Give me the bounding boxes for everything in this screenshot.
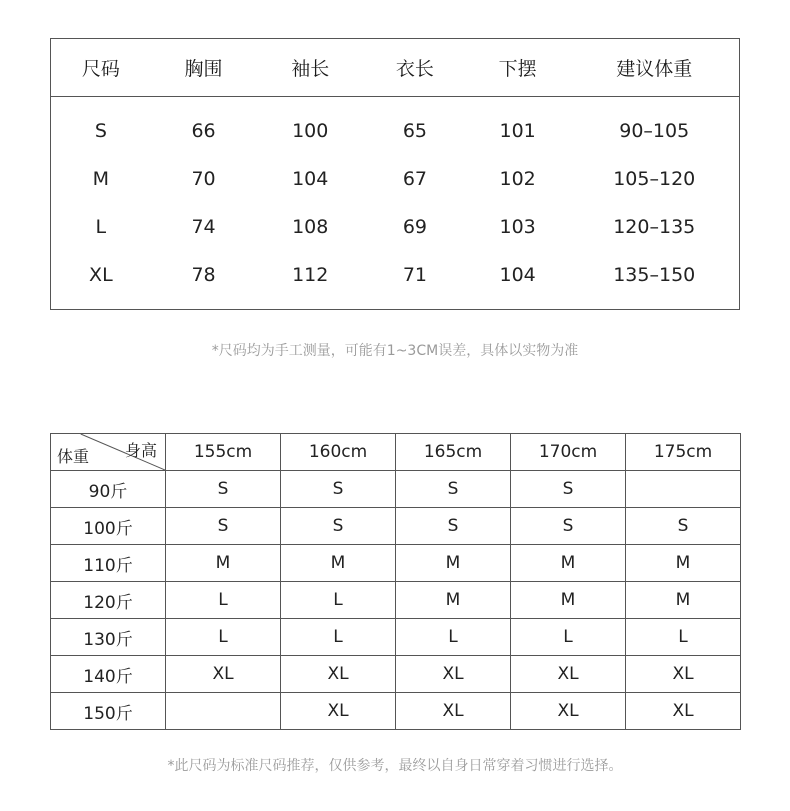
chest-cell: 74: [191, 216, 216, 238]
size-cell: [626, 471, 741, 508]
chest-cell: 78: [191, 264, 216, 286]
size-cell: XL: [396, 656, 511, 693]
size-recommendation-table: [50, 433, 741, 730]
header-sleeve: 袖长: [291, 58, 330, 80]
size-cell: L: [396, 619, 511, 656]
size-cell: XL: [511, 693, 626, 730]
weight-label: 110斤: [51, 545, 166, 582]
sleeve-cell: 100: [292, 120, 329, 142]
size-cell: S: [396, 508, 511, 545]
size-cell: S: [511, 508, 626, 545]
weight-cell: 105–120: [613, 168, 696, 190]
table-row: [51, 582, 741, 619]
size-cell: M: [626, 582, 741, 619]
table-row: [51, 693, 741, 730]
size-cell: S: [166, 508, 281, 545]
size-cell: L: [626, 619, 741, 656]
size-cell: S: [281, 508, 396, 545]
size-table-header: [51, 39, 739, 97]
table-row: [51, 471, 741, 508]
table-row: [51, 107, 739, 155]
size-measurement-table: [50, 38, 740, 310]
header-weight: 建议体重: [616, 58, 693, 80]
size-cell: S: [166, 471, 281, 508]
weight-label: 100斤: [51, 508, 166, 545]
size-cell: M: [511, 545, 626, 582]
weight-label: 140斤: [51, 656, 166, 693]
weight-cell: 90–105: [619, 120, 690, 142]
size-cell: M: [511, 582, 626, 619]
hem-cell: 102: [499, 168, 536, 190]
height-header: 160cm: [281, 434, 396, 471]
hem-cell: 104: [499, 264, 536, 286]
size-cell: L: [281, 619, 396, 656]
measurement-note: *尺码均为手工测量，可能有1~3CM误差，具体以实物为准: [211, 343, 579, 359]
header-length: 衣长: [395, 58, 434, 80]
recommendation-note: *此尺码为标准尺码推荐，仅供参考，最终以自身日常穿着习惯进行选择。: [167, 758, 623, 774]
size-cell: XL: [396, 693, 511, 730]
weight-label: 130斤: [51, 619, 166, 656]
size-cell: XL: [166, 656, 281, 693]
size-cell: M: [166, 545, 281, 582]
corner-cell: [51, 434, 166, 471]
size-cell: XL: [626, 693, 741, 730]
sleeve-cell: 108: [292, 216, 329, 238]
table-row: [51, 656, 741, 693]
size-cell: XL: [89, 264, 113, 286]
weight-label: 120斤: [51, 582, 166, 619]
size-cell: L: [511, 619, 626, 656]
chest-cell: 66: [191, 120, 216, 142]
sleeve-cell: 112: [292, 264, 329, 286]
sleeve-cell: 104: [292, 168, 329, 190]
size-cell: M: [281, 545, 396, 582]
weight-cell: 120–135: [613, 216, 696, 238]
header-size: 尺码: [81, 58, 120, 80]
height-header: 175cm: [626, 434, 741, 471]
size-cell: XL: [626, 656, 741, 693]
header-hem: 下摆: [498, 58, 537, 80]
weight-label: 150斤: [51, 693, 166, 730]
size-cell: S: [626, 508, 741, 545]
length-cell: 65: [402, 120, 428, 142]
height-header-row: [51, 434, 741, 471]
length-cell: 67: [402, 168, 428, 190]
size-cell: S: [511, 471, 626, 508]
size-cell: M: [396, 582, 511, 619]
size-cell: S: [281, 471, 396, 508]
size-cell: L: [95, 216, 107, 238]
size-cell: XL: [281, 656, 396, 693]
length-cell: 69: [402, 216, 428, 238]
header-chest: 胸围: [184, 58, 223, 80]
size-cell: S: [94, 120, 107, 142]
size-cell: M: [396, 545, 511, 582]
size-cell: [166, 693, 281, 730]
length-cell: 71: [402, 264, 428, 286]
table-row: [51, 508, 741, 545]
height-header: 170cm: [511, 434, 626, 471]
size-cell: XL: [511, 656, 626, 693]
size-cell: M: [626, 545, 741, 582]
size-cell: L: [166, 582, 281, 619]
table-row: [51, 155, 739, 203]
size-cell: L: [281, 582, 396, 619]
size-cell: S: [396, 471, 511, 508]
size-table-body: [51, 97, 739, 299]
weight-label: 90斤: [51, 471, 166, 508]
hem-cell: 101: [499, 120, 536, 142]
size-cell: M: [92, 168, 110, 190]
table-row: [51, 545, 741, 582]
weight-cell: 135–150: [613, 264, 696, 286]
height-header: 155cm: [166, 434, 281, 471]
table-row: [51, 251, 739, 299]
size-cell: XL: [281, 693, 396, 730]
table-row: [51, 203, 739, 251]
corner-height-label: 身高: [124, 441, 157, 460]
height-header: 165cm: [396, 434, 511, 471]
table-row: [51, 619, 741, 656]
size-cell: L: [166, 619, 281, 656]
chest-cell: 70: [191, 168, 216, 190]
corner-weight-label: 体重: [57, 447, 90, 466]
hem-cell: 103: [499, 216, 536, 238]
